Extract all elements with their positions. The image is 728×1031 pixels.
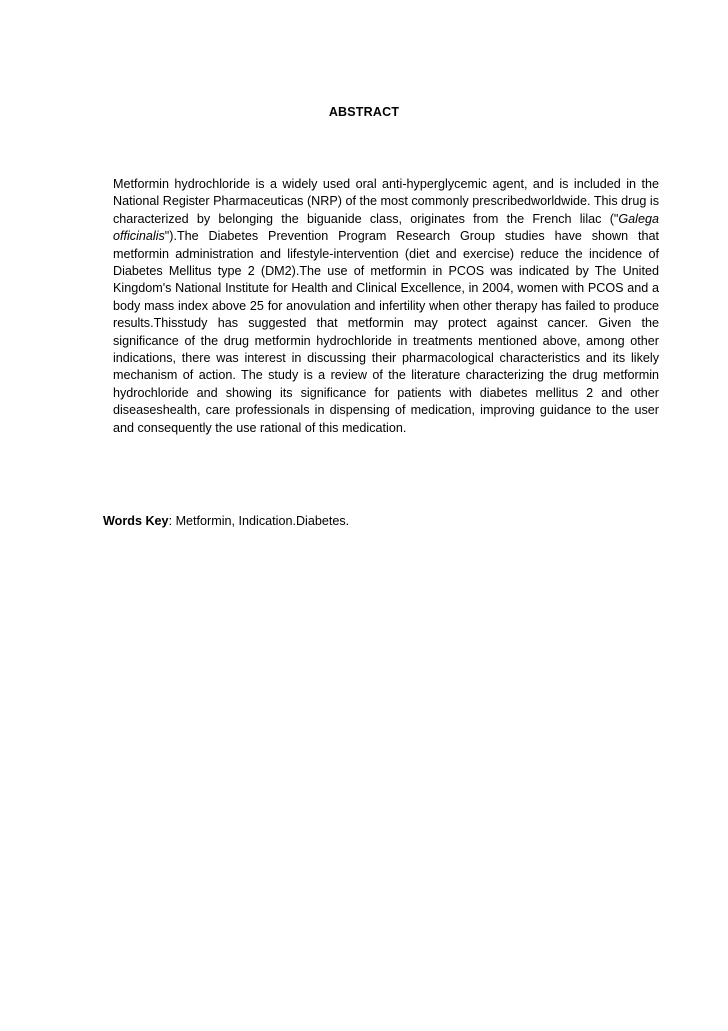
keywords-line (103, 513, 349, 530)
keywords-separator: : (168, 514, 176, 528)
keywords-label: Words Key (103, 514, 169, 528)
abstract-body (113, 176, 659, 437)
abstract-text-part2: ").The Diabetes Prevention Program Research Group studies have shown that metformin administration and lifestyle-intervention (diet and exercise) reduce the incidence of Diabetes Mellitus type 2 (DM2).The use of metformin in PCOS was indicated by The United Kingdom's National Institute for Health and Clinical Excellence, in 2004, women with PCOS and a body mass index above 25 for anovulation and infertility when other therapy has failed to produce results.Thisstudy has suggested that metformin may protect against cancer. Given the significance of the drug metformin hydrochloride in treatments mentioned above, among other indications, there was interest in discussing their pharmacological characteristics and its likely mechanism of action. The study is a review of the literature characterizing the drug metformin hydrochloride and showing its significance for patients with diabetes mellitus 2 and other diseaseshealth, care professionals in dispensing of medication, improving guidance to the user and consequently the use rational of this medication. (113, 229, 659, 435)
abstract-italic-term: Galega officinalis (113, 211, 659, 244)
abstract-text-part1: Metformin hydrochloride is a widely used oral anti-hyperglycemic agent, and is included in the National Register Pharmaceuticas (NRP) of the most commonly prescribedworldwide. This drug is characterized by belonging the biguanide class, originates from the French lilac (" (113, 177, 659, 226)
abstract-title: ABSTRACT (328, 105, 400, 119)
keywords-value: Metformin, Indication.Diabetes. (175, 514, 350, 528)
